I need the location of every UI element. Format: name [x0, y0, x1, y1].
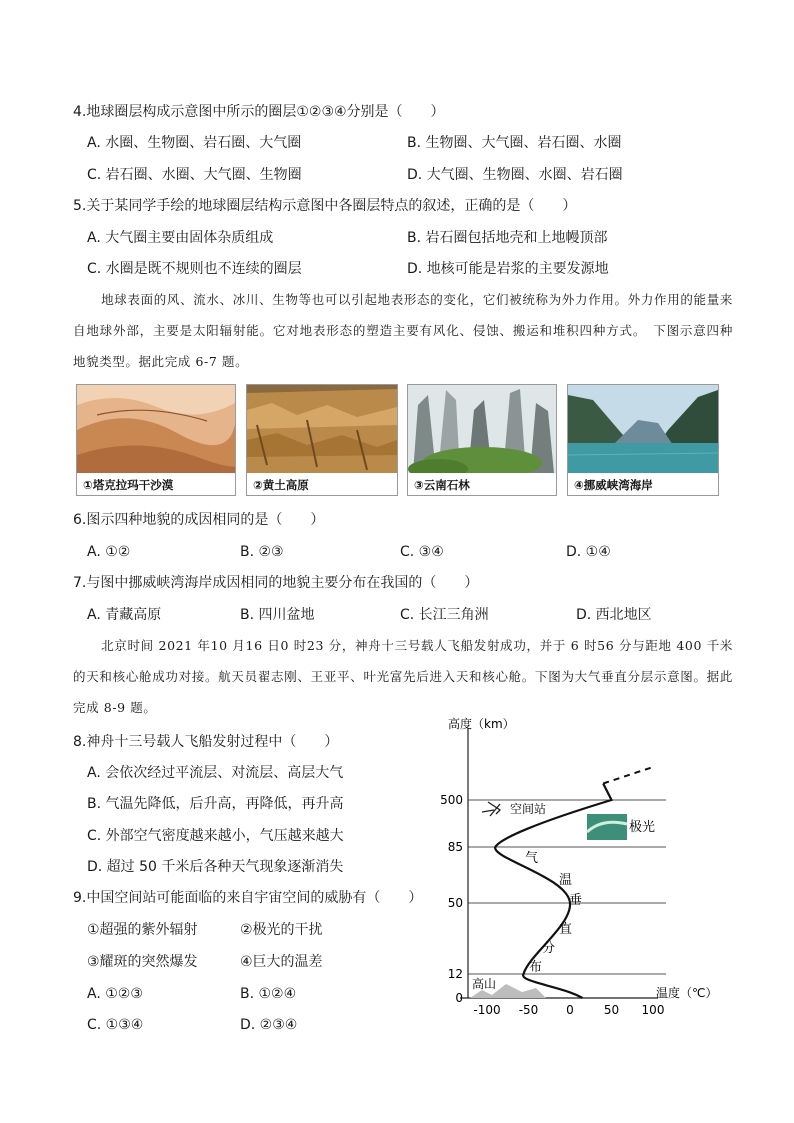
y-axis-label: 高度（km）: [448, 717, 515, 731]
y-tick-label: 50: [447, 896, 463, 910]
photo-stone-forest: [407, 384, 557, 496]
q9-option-d: D. ②③④: [240, 1017, 298, 1033]
q9-option-a: A. ①②③: [87, 986, 143, 1002]
y-tick-label: 500: [440, 793, 463, 807]
atmosphere-chart-svg: [430, 712, 730, 1022]
curve-label-char-4: 直: [559, 922, 573, 937]
q5-option-b: B. 岩石圈包括地壳和上地幔顶部: [407, 230, 608, 246]
q6-option-c: C. ③④: [400, 544, 444, 560]
q5-option-d: D. 地核可能是岩浆的主要发源地: [407, 261, 609, 277]
mountain-label: 高山: [472, 977, 497, 991]
temperature-curve-extension: [603, 767, 653, 784]
q9-option-c: C. ①③④: [87, 1017, 144, 1033]
photo-fjord: [567, 384, 719, 496]
curve-label-char-2: 温: [559, 873, 573, 888]
photo-caption-2: ②黄土高原: [253, 478, 309, 492]
x-tick-label: 50: [603, 1003, 620, 1017]
q8-option-b: B. 气温先降低，后升高，再降低，再升高: [87, 796, 344, 812]
q8-option-d: D. 超过 50 千米后各种天气现象逐渐消失: [87, 859, 344, 875]
q6-option-a: A. ①②: [87, 544, 131, 560]
q7-option-c: C. 长江三角洲: [400, 607, 489, 623]
q9-stem: 9.中国空间站可能面临的来自宇宙空间的威胁有（ ）: [73, 890, 423, 906]
q8-option-a: A. 会依次经过平流层、对流层、高层大气: [87, 765, 344, 781]
q4-option-c: C. 岩石圈、水圈、大气圈、生物圈: [87, 167, 302, 183]
photo-caption-3: ③云南石林: [414, 478, 470, 492]
q5-option-c: C. 水圈是既不规则也不连续的圈层: [87, 261, 302, 277]
q4-option-a: A. 水圈、生物圈、岩石圈、大气圈: [87, 135, 302, 151]
q5-stem: 5.关于某同学手绘的地球圈层结构示意图中各圈层特点的叙述，正确的是（ ）: [73, 198, 577, 214]
intro-paragraph-8-9: [73, 630, 733, 723]
q6-stem: 6.图示四种地貌的成因相同的是（ ）: [73, 512, 325, 528]
space-station-label: 空间站: [510, 802, 547, 816]
curve-label-char-1: 气: [525, 851, 539, 866]
x-tick-label: -100: [473, 1003, 501, 1017]
q9-statement-2: ②极光的干扰: [240, 922, 323, 938]
x-tick-label: 0: [566, 1003, 574, 1017]
photo-loess: [246, 384, 398, 496]
q7-option-d: D. 西北地区: [576, 607, 652, 623]
curve-label-char-5: 分: [542, 941, 556, 956]
q6-option-b: B. ②③: [240, 544, 284, 560]
intro-paragraph-6-7: [73, 284, 733, 377]
q9-statement-4: ④巨大的温差: [240, 954, 323, 970]
y-tick-label: 12: [447, 967, 463, 981]
q9-statement-3: ③耀斑的突然爆发: [87, 954, 198, 970]
curve-label-char-6: 布: [529, 960, 543, 975]
photo-caption-4: ④挪威峡湾海岸: [574, 478, 653, 492]
q7-option-a: A. 青藏高原: [87, 607, 162, 623]
y-tick-label: 0: [455, 991, 463, 1005]
q4-stem: 4.地球圈层构成示意图中所示的圈层①②③④分别是（ ）: [73, 104, 445, 120]
aurora-label: 极光: [629, 820, 656, 835]
q4-option-b: B. 生物圈、大气圈、岩石圈、水圈: [407, 135, 622, 151]
q4-option-d: D. 大气圈、生物圈、水圈、岩石圈: [407, 167, 623, 183]
x-axis-label: 温度（℃）: [656, 986, 718, 1000]
q7-option-b: B. 四川盆地: [240, 607, 315, 623]
atmosphere-layer-chart: [430, 712, 730, 1026]
photo-desert: [76, 384, 236, 496]
q5-option-a: A. 大气圈主要由固体杂质组成: [87, 230, 274, 246]
y-tick-label: 85: [447, 840, 463, 854]
stone-forest-icon: [408, 385, 556, 473]
q8-stem: 8.神舟十三号载人飞船发射过程中（ ）: [73, 734, 339, 750]
fjord-coast-icon: [568, 385, 718, 473]
intro2-text: 北京时间 2021 年10 月16 日0 时23 分，神舟十三号载人飞船发射成功，并于 6 时56 分与距地 400 千米的天和核心舱成功对接。航天员翟志刚、王亚平、叶光富先后进入天和核心舱。下图为大气垂直分层示意图。据此完成 8-9 题。: [73, 638, 733, 715]
q6-option-d: D. ①④: [566, 544, 611, 560]
photo-caption-1: ①塔克拉玛干沙漠: [83, 478, 174, 492]
space-station-icon: [482, 802, 500, 816]
q9-option-b: B. ①②④: [240, 986, 297, 1002]
intro-text: 地球表面的风、流水、冰川、生物等也可以引起地表形态的变化，它们被统称为外力作用。外力作用的能量来自地球外部，主要是太阳辐射能。它对地表形态的塑造主要有风化、侵蚀、搬运和堆积四种方式。 下图示意四种地貌类型。据此完成 6-7 题。: [73, 292, 733, 369]
q7-stem: 7.与图中挪威峡湾海岸成因相同的地貌主要分布在我国的（ ）: [73, 575, 479, 591]
curve-label-char-3: 垂: [569, 893, 583, 908]
desert-dunes-icon: [77, 385, 235, 473]
loess-plateau-icon: [247, 385, 397, 473]
q8-option-c: C. 外部空气密度越来越小，气压越来越大: [87, 828, 344, 844]
x-tick-label: 100: [641, 1003, 665, 1017]
x-tick-label: -50: [518, 1003, 539, 1017]
q9-statement-1: ①超强的紫外辐射: [87, 922, 198, 938]
